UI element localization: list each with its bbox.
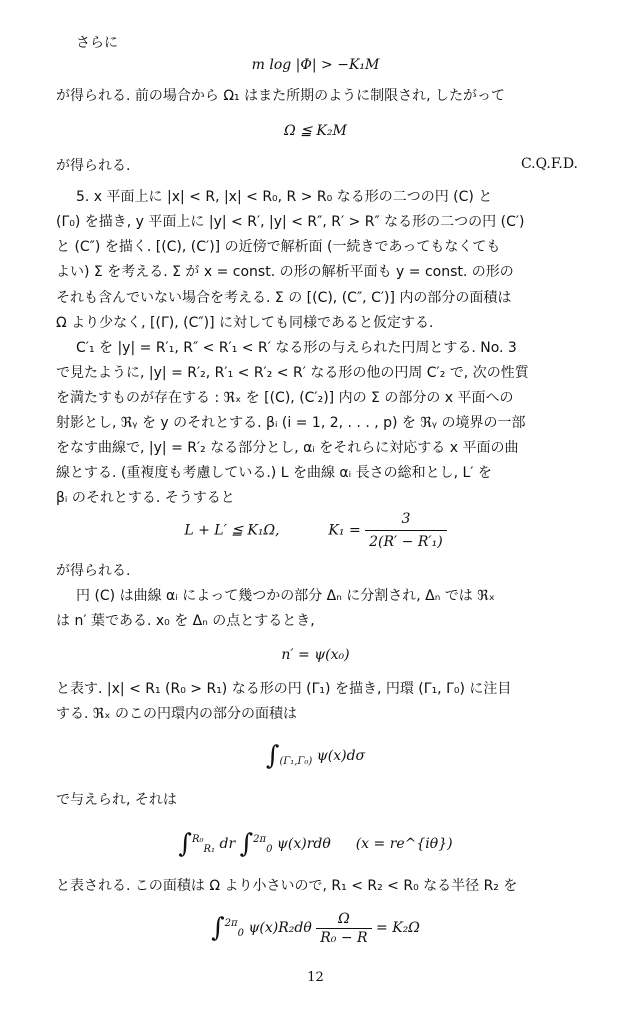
text-line: で与えられ, それは bbox=[56, 792, 177, 808]
text-line: と (C″) を描く. [(C), (C′)] の近傍で解析面 (一続きであってもなくても bbox=[56, 239, 501, 255]
equation-7-lower: 0 bbox=[237, 928, 244, 939]
text-line: Ω より少なく, [(Γ), (C″)] に対しても同様であると仮定する. bbox=[56, 315, 434, 331]
text-line: する. ℜₓ のこの円環内の部分の面積は bbox=[56, 706, 297, 722]
equation-6-dr: dr bbox=[219, 836, 236, 852]
equation-5-domain: (Γ₁,Γ₀) bbox=[279, 756, 313, 767]
integral-sign: ∫ bbox=[265, 741, 280, 771]
qed-mark: C.Q.F.D. bbox=[520, 156, 578, 172]
integral-sign: ∫ bbox=[211, 913, 225, 943]
equation-7 bbox=[0, 904, 631, 954]
equation-1: m log |Φ| > −K₁M bbox=[251, 57, 380, 73]
text-line: それも含んでいない場合を考える. Σ の [(C), (C″, C′)] 内の部分の面積は bbox=[56, 290, 512, 306]
text-line: は n′ 葉である. x₀ を Δₙ の点とするとき, bbox=[56, 613, 315, 629]
equation-7-rhs: = K₂Ω bbox=[376, 920, 420, 936]
text-line: を満たすものが存在する : ℜₓ を [(C), (C′₂)] 内の Σ の部分の x 平面への bbox=[56, 390, 514, 406]
page-number: 12 bbox=[307, 970, 324, 985]
equation-6-integrand: ψ(x)rdθ bbox=[276, 836, 331, 852]
text-line: (Γ₀) を描き, y 平面上に |y| < R′, |y| < R″, R′ > R″ なる形の二つの円 (C′) bbox=[56, 214, 525, 230]
integral-sign: ∫ bbox=[239, 829, 254, 859]
equation-7-integrand: ψ(x)R₂dθ bbox=[248, 920, 312, 936]
equation-7-numerator: Ω bbox=[316, 910, 371, 929]
text-line: βᵢ のそれとする. そうすると bbox=[56, 490, 235, 506]
text-line: C′₁ を |y| = R′₁, R″ < R′₁ < R′ なる形の与えられた円周とする. No. 3 bbox=[76, 340, 517, 356]
equation-7-upper: 2π bbox=[224, 918, 238, 929]
equation-3-fraction bbox=[365, 508, 447, 553]
text-line: が得られる. 前の場合から Ω₁ はまた所期のように制限され, したがって bbox=[56, 88, 506, 104]
text-line: さらに bbox=[76, 35, 118, 51]
text-line: で見たように, |y| = R′₂, R′₁ < R′₂ < R′ なる形の他の円周 C′₂ で, 次の性質 bbox=[56, 365, 529, 381]
text-line: 線とする. (重複度も考慮している.) L を曲線 αᵢ 長さの総和とし, L′ を bbox=[56, 465, 492, 481]
equation-3 bbox=[0, 508, 631, 553]
equation-6-lower-1: R₁ bbox=[203, 844, 216, 855]
equation-2: Ω ≦ K₂M bbox=[284, 123, 347, 139]
equation-4: n′ = ψ(x₀) bbox=[281, 647, 350, 663]
equation-3-denominator: 2(R′ − R′₁) bbox=[369, 534, 443, 550]
equation-3-numerator: 3 bbox=[365, 508, 447, 531]
integral-sign: ∫ bbox=[178, 829, 192, 859]
text-line: よい) Σ を考える. Σ が x = const. の形の解析平面も y = const. の形の bbox=[56, 264, 514, 280]
text-line: が得られる. bbox=[56, 158, 131, 174]
text-line: 5. x 平面上に |x| < R, |x| < R₀, R > R₀ なる形の二つの円 (C) と bbox=[76, 189, 493, 205]
equation-6-lower-2: 0 bbox=[266, 844, 273, 855]
equation-5 bbox=[0, 736, 631, 782]
text-line: と表す. |x| < R₁ (R₀ > R₁) なる形の円 (Γ₁) を描き, 円環 (Γ₁, Γ₀) に注目 bbox=[56, 681, 512, 697]
equation-6 bbox=[0, 820, 631, 870]
text-line: 射影とし, ℜᵧ を y のそれとする. βᵢ (i = 1, 2, . . . , p) を ℜᵧ の境界の一部 bbox=[56, 415, 526, 431]
equation-5-integrand: ψ(x)dσ bbox=[316, 748, 366, 764]
equation-3-left: L + L′ ≦ K₁Ω, bbox=[184, 522, 280, 539]
equation-6-upper-1: R₀ bbox=[191, 834, 204, 845]
equation-7-fraction bbox=[316, 910, 371, 947]
equation-7-denominator: R₀ − R bbox=[320, 929, 368, 946]
text-line: 円 (C) は曲線 αᵢ によって幾つかの部分 Δₙ に分割され, Δₙ では ℜₓ bbox=[76, 588, 495, 604]
text-line: と表される. この面積は Ω より小さいので, R₁ < R₂ < R₀ なる半径 R₂ を bbox=[56, 878, 518, 894]
text-line: が得られる. bbox=[56, 563, 131, 579]
equation-6-note: (x = re^{iθ}) bbox=[355, 836, 453, 852]
equation-3-k: K₁ = bbox=[328, 522, 361, 539]
equation-6-upper-2: 2π bbox=[253, 834, 267, 845]
text-line: をなす曲線で, |y| = R′₂ なる部分とし, αᵢ をそれらに対応する x 平面の曲 bbox=[56, 440, 519, 456]
